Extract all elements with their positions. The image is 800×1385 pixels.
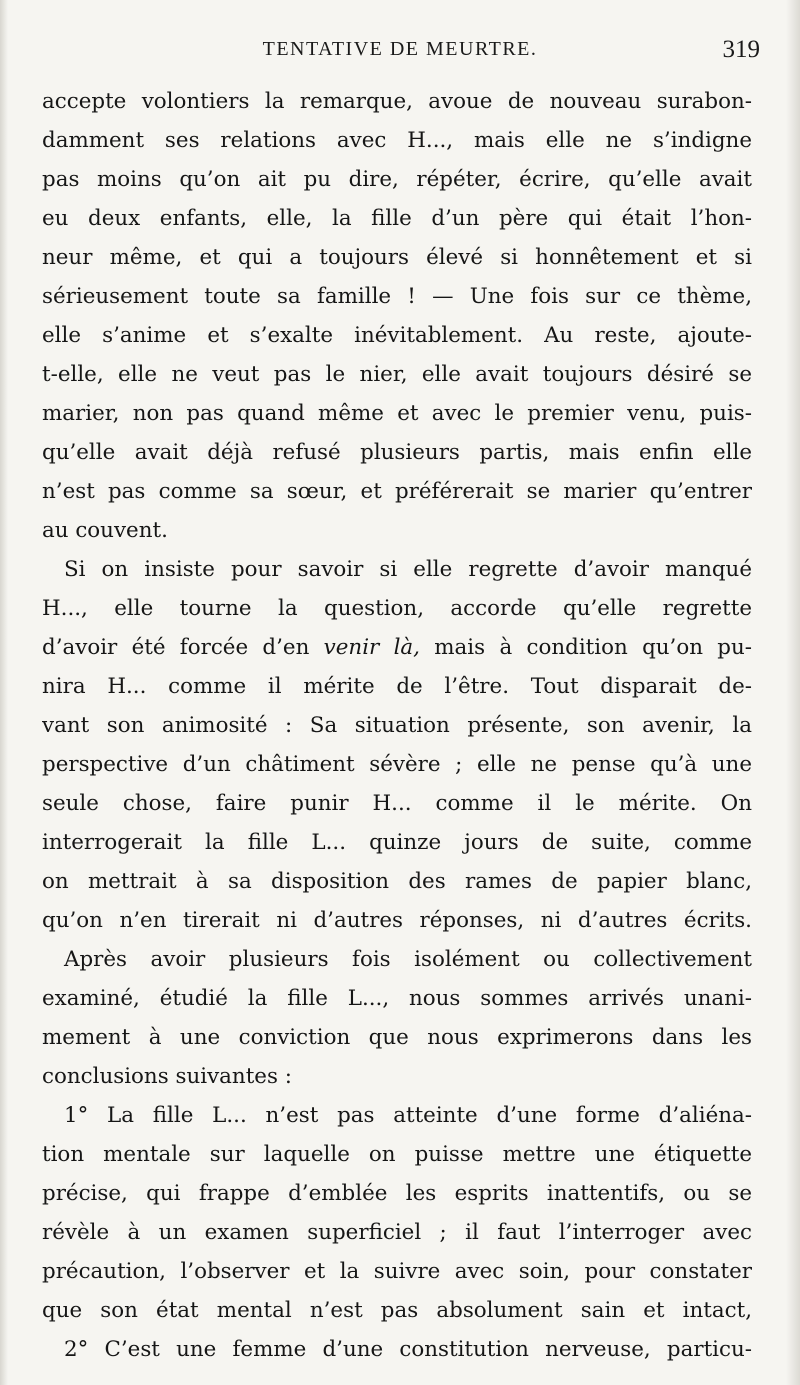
text-line: examiné, étudié la fille L..., nous sommes arrivés unani- [42, 986, 752, 1011]
text-line: précaution, l’observer et la suivre avec soin, pour constater [42, 1259, 752, 1284]
text-line: interrogerait la fille L... quinze jours de suite, comme [42, 830, 752, 855]
text-line: marier, non pas quand même et avec le premier venu, puis- [42, 401, 752, 426]
text-line: neur même, et qui a toujours élevé si honnêtement et si [42, 245, 752, 270]
text-line: conclusions suivantes : [42, 1064, 292, 1089]
text-line: 1° La fille L... n’est pas atteinte d’une forme d’aliéna- [64, 1103, 752, 1128]
text-line: elle s’anime et s’exalte inévitablement. Au reste, ajoute- [42, 323, 752, 348]
running-title: TENTATIVE DE MEURTRE. [262, 38, 538, 60]
text-line: qu’on n’en tirerait ni d’autres réponses, ni d’autres écrits. [42, 908, 752, 933]
text-line: qu’elle avait déjà refusé plusieurs partis, mais enfin elle [42, 440, 752, 465]
text-line: H..., elle tourne la question, accorde qu’elle regrette [42, 596, 752, 621]
text-line: nira H... comme il mérite de l’être. Tout disparait de- [42, 674, 752, 699]
text-line: t-elle, elle ne veut pas le nier, elle avait toujours désiré se [42, 362, 752, 387]
paragraph-2 [42, 550, 752, 940]
running-head [40, 36, 760, 68]
text-line: on mettrait à sa disposition des rames de papier blanc, [42, 869, 752, 894]
text-line: damment ses relations avec H..., mais elle ne s’indigne [42, 128, 752, 153]
text-line: révèle à un examen superficiel ; il faut l’interroger avec [42, 1220, 752, 1245]
text-line: mement à une conviction que nous exprimerons dans les [42, 1025, 752, 1050]
paragraph-1 [42, 82, 752, 550]
paragraph-5 [42, 1330, 752, 1369]
text-line: vant son animosité : Sa situation présente, son avenir, la [42, 713, 752, 738]
text-line: eu deux enfants, elle, la fille d’un père qui était l’hon- [42, 206, 752, 231]
text-line: pas moins qu’on ait pu dire, répéter, écrire, qu’elle avait [42, 167, 752, 192]
text-line: précise, qui frappe d’emblée les esprits inattentifs, ou se [42, 1181, 752, 1206]
text-line: que son état mental n’est pas absolument sain et intact, [42, 1298, 752, 1323]
page-number: 319 [722, 36, 760, 63]
text-line-with-italic [42, 628, 752, 667]
text-line: au couvent. [42, 518, 168, 543]
text-line: seule chose, faire punir H... comme il le mérite. On [42, 791, 752, 816]
text-line: Si on insiste pour savoir si elle regrette d’avoir manqué [64, 557, 752, 582]
text-line: n’est pas comme sa sœur, et préférerait se marier qu’entrer [42, 479, 752, 504]
body-text [42, 82, 752, 1369]
paragraph-3 [42, 940, 752, 1096]
text-line: perspective d’un châtiment sévère ; elle ne pense qu’à une [42, 752, 752, 777]
text-line: sérieusement toute sa famille ! — Une fois sur ce thème, [42, 284, 752, 309]
line-segment: mais à condition qu’on pu- [419, 635, 752, 660]
text-line: tion mentale sur laquelle on puisse mettre une étiquette [42, 1142, 752, 1167]
paragraph-4 [42, 1096, 752, 1330]
text-line: 2° C’est une femme d’une constitution nerveuse, particu- [64, 1337, 752, 1362]
line-segment: d’avoir été forcée d’en [42, 635, 324, 660]
text-line: Après avoir plusieurs fois isolément ou collectivement [64, 947, 752, 972]
italic-phrase: venir là, [323, 635, 420, 660]
text-line: accepte volontiers la remarque, avoue de nouveau surabon- [42, 89, 752, 114]
